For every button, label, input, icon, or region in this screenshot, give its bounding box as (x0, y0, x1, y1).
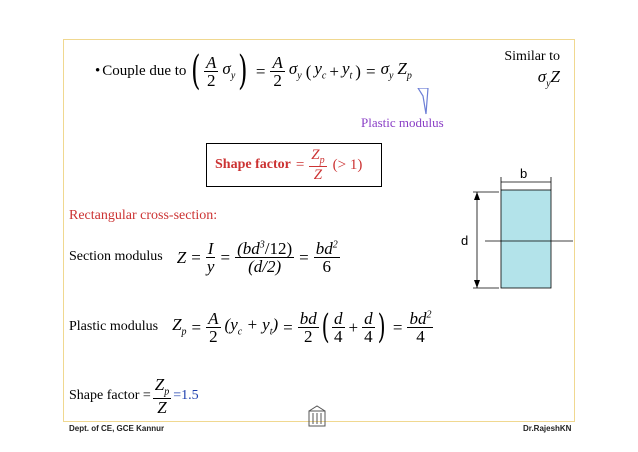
I-over-y: $\frac{I}{y}$ (206, 238, 215, 276)
rect-section-diagram (455, 168, 575, 298)
open-paren: ( (321, 307, 330, 347)
equals-2: = (283, 317, 293, 337)
close-paren: ) (377, 307, 386, 347)
couple-label: Couple due to (102, 62, 187, 79)
shape-factor-box (206, 143, 382, 187)
equals: = (295, 156, 305, 173)
shape-factor-result: =1.5 (173, 388, 199, 403)
plastic-modulus-row (69, 302, 433, 352)
frac-A-over-2: $\frac{A}{2}$ (206, 52, 217, 90)
close-paren: ) (238, 48, 248, 94)
shape-factor-label: Shape factor (215, 157, 291, 172)
d-over-4b: $\frac{d}{4}$ (364, 308, 373, 346)
equals-2: = (220, 247, 231, 267)
paren-yc-open: ( (305, 61, 312, 81)
bd-over-2: $\frac{bd}{2}$ (299, 308, 317, 346)
b-label: b (520, 166, 528, 181)
rect-heading: Rectangular cross-section: (69, 208, 218, 223)
plastic-modulus-callout: Plastic modulus (361, 115, 444, 130)
y-t: $y_t$ (341, 59, 353, 82)
bullet: • (95, 62, 101, 79)
equals: = (255, 61, 266, 81)
d-label: d (461, 233, 469, 248)
sigma-y-z: $\sigma_yZ$ (537, 67, 560, 90)
sigma-y: $\sigma_y$ (222, 59, 236, 82)
greater-than-one: (> 1) (332, 156, 363, 173)
frac-A-over-2b: $\frac{A}{2}$ (272, 52, 283, 90)
equals-2: = (365, 61, 376, 81)
equals: = (191, 247, 201, 267)
zp-over-z: $\frac{Z_p}{Z}$ (311, 146, 325, 183)
college-logo (306, 405, 328, 429)
equals-3: = (392, 317, 403, 337)
yc-plus-yt: $(y_c + y_t)$ (224, 315, 279, 338)
A-over-2: $\frac{A}{2}$ (208, 308, 219, 346)
similar-label: Similar to (504, 49, 560, 64)
sigma-y-3: $\sigma_y$ (380, 59, 394, 82)
section-modulus-label: Section modulus (69, 249, 163, 264)
footer-left: Dept. of CE, GCE Kannur (69, 424, 165, 433)
plus: + (329, 61, 339, 81)
equals-3: = (299, 247, 309, 267)
z-p: $Z_p$ (397, 59, 412, 82)
couple-equation (95, 36, 412, 106)
shape-factor-row (69, 372, 199, 420)
bd3-over-d2: $\frac{(bd^3/12)}{(d/2)}$ (237, 238, 293, 276)
plus: + (348, 317, 359, 337)
d-over-4: $\frac{d}{4}$ (334, 308, 343, 346)
paren-yt-close: ) (355, 61, 361, 81)
shape-factor-label: Shape factor = (69, 388, 151, 403)
plastic-modulus-label: Plastic modulus (69, 319, 159, 334)
zp-over-z: $\frac{Z_p}{Z}$ (154, 375, 170, 417)
y-c: $y_c$ (314, 59, 327, 82)
cross-section-rect (501, 190, 551, 288)
bd2-over-6: $\frac{bd^2}{6}$ (315, 238, 338, 276)
section-modulus-row (69, 228, 340, 286)
equals: = (191, 317, 202, 337)
Z: Z (176, 247, 187, 267)
open-paren: ( (191, 48, 201, 94)
similar-to (490, 49, 560, 89)
sigma-y-2: $\sigma_y$ (288, 59, 302, 82)
bd2-over-4: $\frac{bd^2}{4}$ (409, 308, 432, 346)
Zp: $Z_p$ (172, 315, 187, 338)
footer-right: Dr.RajeshKN (523, 424, 572, 433)
